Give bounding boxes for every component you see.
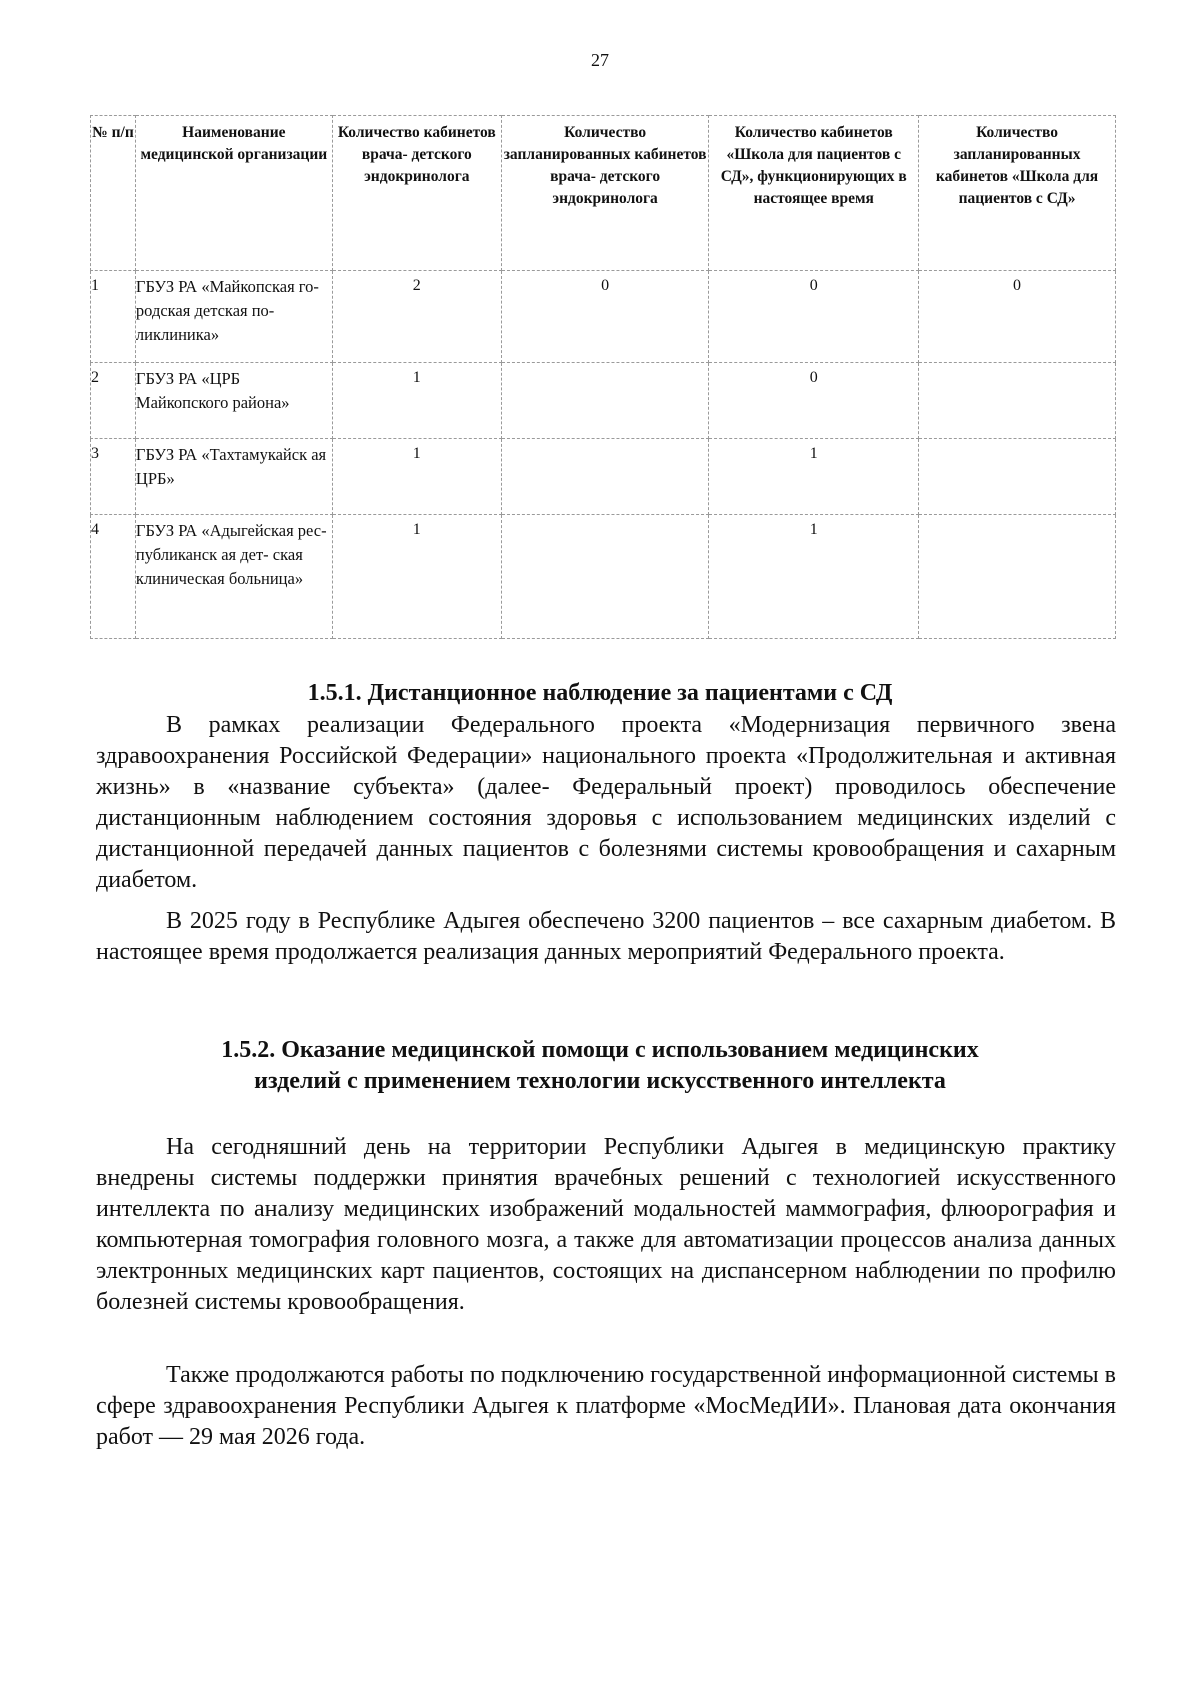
organizations-table <box>90 115 1116 639</box>
endocrinologist-rooms-value: 1 <box>332 515 501 639</box>
table-row <box>91 271 1116 363</box>
header-planned-school-rooms: Количество запланированных кабинетов «Школа для пациентов с СД» <box>919 116 1116 271</box>
row-number: 2 <box>91 363 136 439</box>
organization-name: ГБУЗ РА «Тахтамукайск ая ЦРБ» <box>135 439 332 515</box>
school-rooms-active-value: 1 <box>709 439 919 515</box>
planned-endocrinologist-rooms-value <box>501 515 709 639</box>
header-planned-endocrinologist-rooms: Количество запланированных кабинетов врача- детского эндокринолога <box>501 116 709 271</box>
section-heading-remote-monitoring: 1.5.1. Дистанционное наблюдение за пациентами с СД <box>307 680 893 706</box>
row-number: 3 <box>91 439 136 515</box>
paragraph: В рамках реализации Федерального проекта «Модернизация первичного звена здравоохранения Российской Федерации» национального проекта «Продолжительная и активная жизнь» в «название субъекта» (далее- Федеральный проект) проводилось обеспечение дистанционным наблюдением состояния здоровья с использованием медицинских изделий с дистанционной передачей данных пациентов с болезнями системы кровообращения и сахарным диабетом. <box>96 712 1116 893</box>
header-school-rooms-active: Количество кабинетов «Школа для пациентов с СД», функционирующих в настоящее время <box>709 116 919 271</box>
planned-endocrinologist-rooms-value <box>501 439 709 515</box>
planned-endocrinologist-rooms-value: 0 <box>501 271 709 363</box>
organization-name: ГБУЗ РА «Адыгейская рес- публиканск ая дет- ская клиническая больница» <box>135 515 332 639</box>
page-number: 27 <box>591 50 609 70</box>
paragraph: В 2025 году в Республике Адыгея обеспечено 3200 пациентов – все сахарным диабетом. В настоящее время продолжается реализация данных мероприятий Федерального проекта. <box>96 908 1116 965</box>
school-rooms-active-value: 1 <box>709 515 919 639</box>
organization-name: ГБУЗ РА «ЦРБ Майкопского района» <box>135 363 332 439</box>
endocrinologist-rooms-value: 2 <box>332 271 501 363</box>
header-endocrinologist-rooms: Количество кабинетов врача- детского эндокринолога <box>332 116 501 271</box>
header-number: № п/п <box>91 116 136 271</box>
planned-school-rooms-value <box>919 515 1116 639</box>
endocrinologist-rooms-value: 1 <box>332 439 501 515</box>
row-number: 1 <box>91 271 136 363</box>
section-heading-ai-medical-devices-line2: изделий с применением технологии искусственного интеллекта <box>254 1068 946 1094</box>
planned-endocrinologist-rooms-value <box>501 363 709 439</box>
section-heading-ai-medical-devices: 1.5.2. Оказание медицинской помощи с использованием медицинских <box>221 1037 979 1063</box>
planned-school-rooms-value <box>919 439 1116 515</box>
school-rooms-active-value: 0 <box>709 271 919 363</box>
school-rooms-active-value: 0 <box>709 363 919 439</box>
header-organization: Наименование медицинской организации <box>135 116 332 271</box>
organization-name: ГБУЗ РА «Майкопская го- родская детская по- ликлиника» <box>135 271 332 363</box>
table-row <box>91 439 1116 515</box>
paragraph: Также продолжаются работы по подключению государственной информационной системы в сфере здравоохранения Республики Адыгея к платформе «МосМедИИ». Плановая дата окончания работ — 29 мая 2026 года. <box>96 1362 1116 1450</box>
endocrinologist-rooms-value: 1 <box>332 363 501 439</box>
table-row <box>91 515 1116 639</box>
row-number: 4 <box>91 515 136 639</box>
planned-school-rooms-value <box>919 363 1116 439</box>
paragraph: На сегодняшний день на территории Республики Адыгея в медицинскую практику внедрены системы поддержки принятия врачебных решений с технологией искусственного интеллекта по анализу медицинских изображений модальностей маммография, флюорография и компьютерная томография головного мозга, а также для автоматизации процессов анализа данных электронных медицинских карт пациентов, состоящих на диспансерном наблюдении по профилю болезней системы кровообращения. <box>96 1134 1116 1315</box>
planned-school-rooms-value: 0 <box>919 271 1116 363</box>
table-header-row <box>91 116 1116 271</box>
table-row <box>91 363 1116 439</box>
